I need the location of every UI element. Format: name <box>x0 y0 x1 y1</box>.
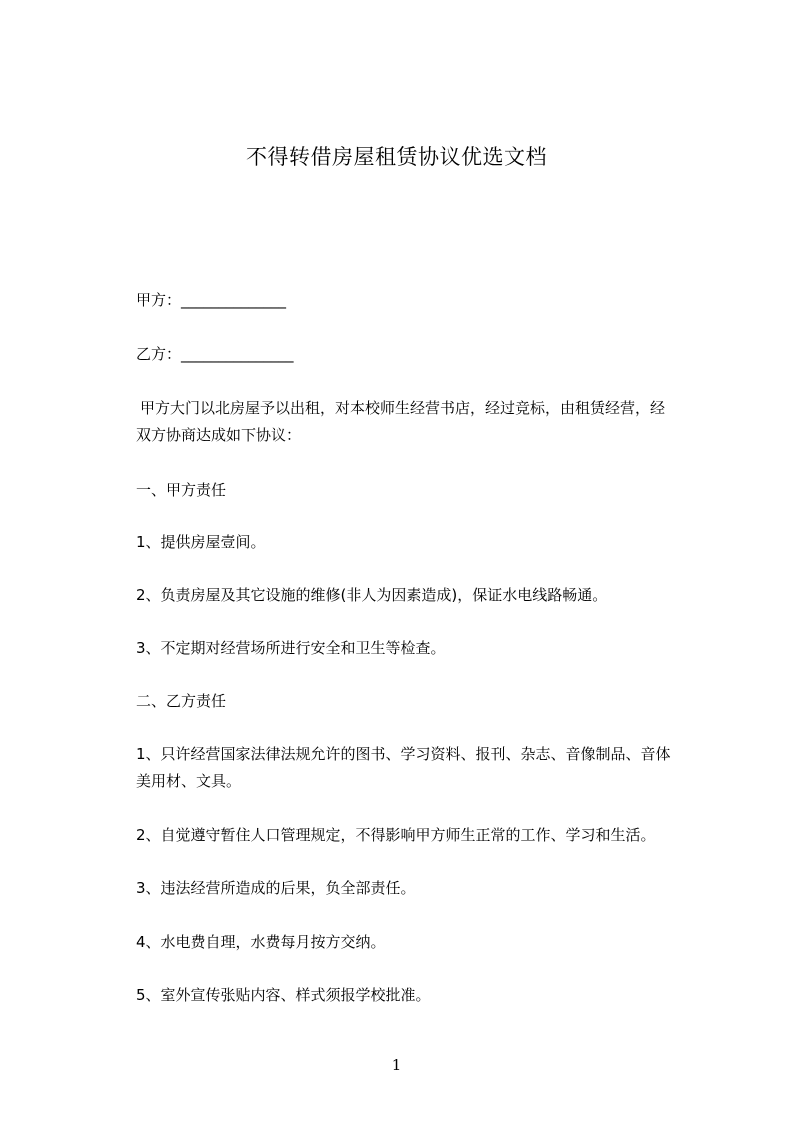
page-number: 1 <box>391 1056 402 1074</box>
intro-line-2: 双方协商达成如下协议： <box>136 426 302 444</box>
section-a-item-3: 3、不定期对经营场所进行安全和卫生等检查。 <box>136 639 446 657</box>
section-b-heading: 二、乙方责任 <box>136 692 227 710</box>
section-b-item-2: 2、自觉遵守暂住人口管理规定，不得影响甲方师生正常的工作、学习和生活。 <box>136 826 656 844</box>
section-a-item-1: 1、提供房屋壹间。 <box>136 533 266 551</box>
party-b-line: 乙方：_______________ <box>136 345 294 363</box>
section-b-item-1-line-2: 美用材、文具。 <box>136 772 242 790</box>
section-b-item-3: 3、违法经营所造成的后果，负全部责任。 <box>136 879 416 897</box>
intro-line-1: 甲方大门以北房屋予以出租，对本校师生经营书店，经过竞标，由租赁经营，经 <box>140 399 666 417</box>
document-title: 不得转借房屋租赁协议优选文档 <box>246 145 547 169</box>
section-b-item-5: 5、室外宣传张贴内容、样式须报学校批准。 <box>136 986 431 1004</box>
section-a-heading: 一、甲方责任 <box>136 481 227 499</box>
section-a-item-2: 2、负责房屋及其它设施的维修(非人为因素造成)，保证水电线路畅通。 <box>136 586 608 604</box>
party-a-line: 甲方：______________ <box>136 291 287 309</box>
section-b-item-1-line-1: 1、只许经营国家法律法规允许的图书、学习资料、报刊、杂志、音像制品、音体 <box>136 745 671 763</box>
section-b-item-4: 4、水电费自理，水费每月按方交纳。 <box>136 933 386 951</box>
